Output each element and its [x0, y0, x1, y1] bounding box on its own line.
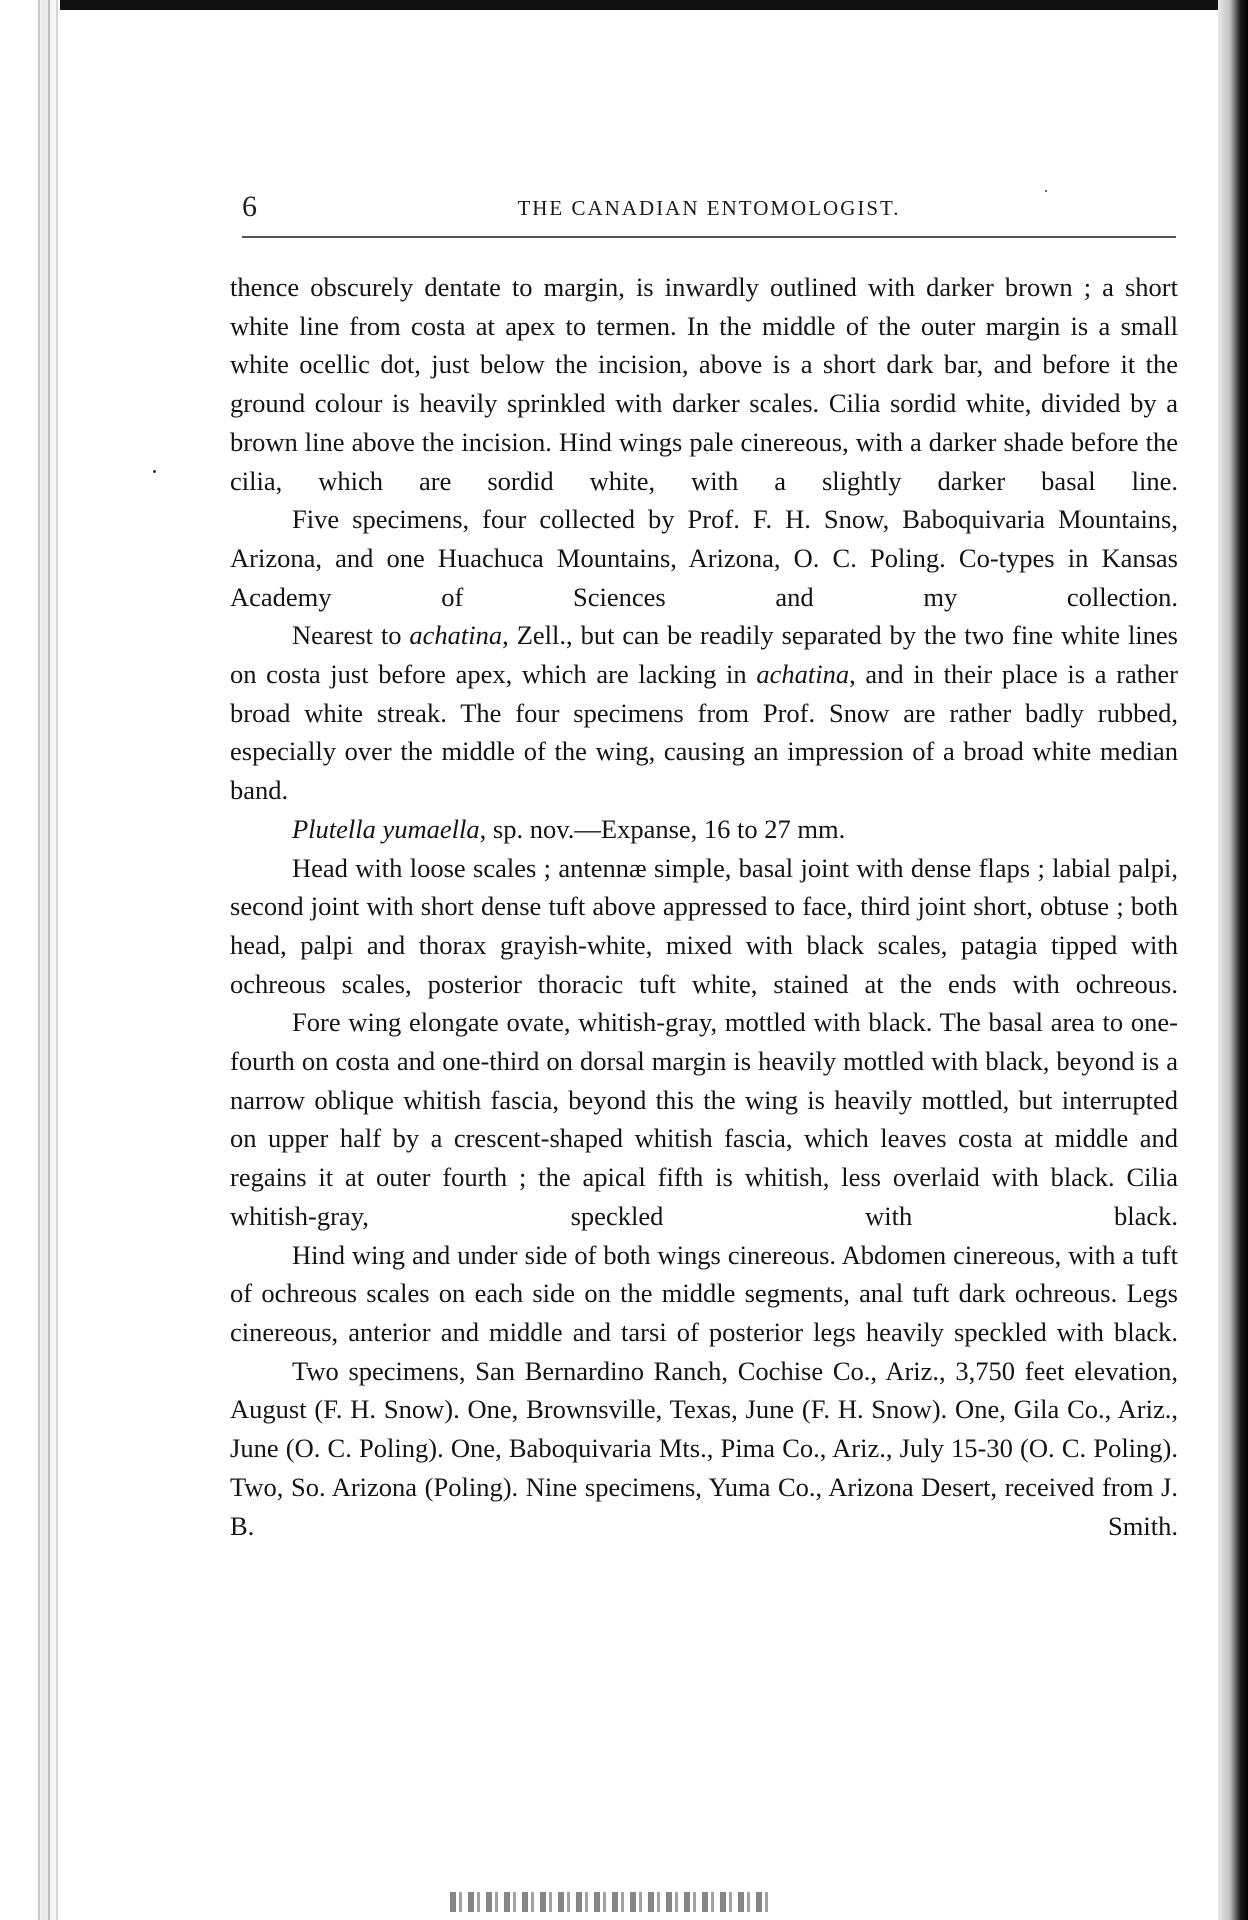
article-body: [230, 268, 1178, 1545]
species-name: Plutella yumaella: [292, 813, 480, 844]
text-run: , sp. nov.—Expanse, 16 to 27 mm.: [479, 813, 846, 844]
text-run: , and in their place is a rather broad white streak. The four specimens from Prof. Snow are rather badly rubbed, especially over the middle of the wing, causing an impression of a broad white median band.: [230, 659, 1178, 806]
species-name: achatina: [409, 620, 503, 651]
species-heading: [230, 810, 1178, 849]
scan-speck: [153, 470, 156, 473]
paragraph: Hind wing and under side of both wings cinereous. Abdomen cinereous, with a tuft of ochreous scales on each side on the middle segments, anal tuft dark ochreous. Legs cinereous, anterior and middle and tarsi of posterior legs heavily speckled with black.: [230, 1239, 1178, 1347]
header-rule: [242, 236, 1176, 238]
paragraph: [230, 616, 1178, 810]
paragraph: Five specimens, four collected by Prof. F. H. Snow, Baboquivaria Mountains, Arizona, and one Huachuca Mountains, Arizona, O. C. Poling. Co-types in Kansas Academy of Sciences and my collection.: [230, 504, 1178, 612]
paragraph: Fore wing elongate ovate, whitish-gray, mottled with black. The basal area to one-fourth on costa and one-third on dorsal margin is heavily mottled with black, beyond is a narrow oblique whitish fascia, beyond this the wing is heavily mottled, but interrupted on upper half by a crescent-shaped whitish fascia, which leaves costa at middle and regains it at outer fourth ; the apical fifth is whitish, less overlaid with black. Cilia whitish-gray, speckled with black.: [230, 1007, 1178, 1231]
species-name: achatina: [756, 659, 850, 690]
bottom-scan-artifact: [450, 1892, 770, 1912]
right-scan-edge: [1218, 0, 1248, 1920]
top-scan-edge: [0, 0, 1248, 10]
paragraph: thence obscurely dentate to margin, is inwardly outlined with darker brown ; a short white line from costa at apex to termen. In the middle of the outer margin is a small white ocellic dot, just below the incision, above is a short dark bar, and before it the ground colour is heavily sprinkled with darker scales. Cilia sordid white, divided by a brown line above the incision. Hind wings pale cinereous, with a darker shade before the cilia, which are sordid white, with a slightly darker basal line.: [230, 272, 1178, 496]
paragraph: Head with loose scales ; antennæ simple, basal joint with dense flaps ; labial palpi, second joint with short dense tuft above appressed to face, third joint short, obtuse ; both head, palpi and thorax grayish-white, mixed with black scales, patagia tipped with ochreous scales, posterior thoracic tuft white, stained at the ends with ochreous.: [230, 852, 1178, 999]
text-run: Nearest to: [292, 620, 410, 651]
text-run: , Zell., but can be readily separated by the two fine white lines on costa just before apex, which are lacking in: [230, 620, 1178, 690]
book-gutter: [0, 0, 60, 1920]
page-number: 6: [242, 190, 257, 223]
gutter-line: [38, 0, 40, 1920]
page-header: [242, 190, 1176, 224]
paragraph: Two specimens, San Bernardino Ranch, Cochise Co., Ariz., 3,750 feet elevation, August (F. H. Snow). One, Brownsville, Texas, June (F. H. Snow). One, Gila Co., Ariz., June (O. C. Poling). One, Baboquivaria Mts., Pima Co., Ariz., July 15-30 (O. C. Poling). Two, So. Arizona (Poling). Nine specimens, Yuma Co., Arizona Desert, received from J. B. Smith.: [230, 1355, 1178, 1541]
running-title: THE CANADIAN ENTOMOLOGIST.: [517, 196, 901, 220]
gutter-line: [48, 0, 50, 1920]
gutter-line: [56, 0, 58, 1920]
